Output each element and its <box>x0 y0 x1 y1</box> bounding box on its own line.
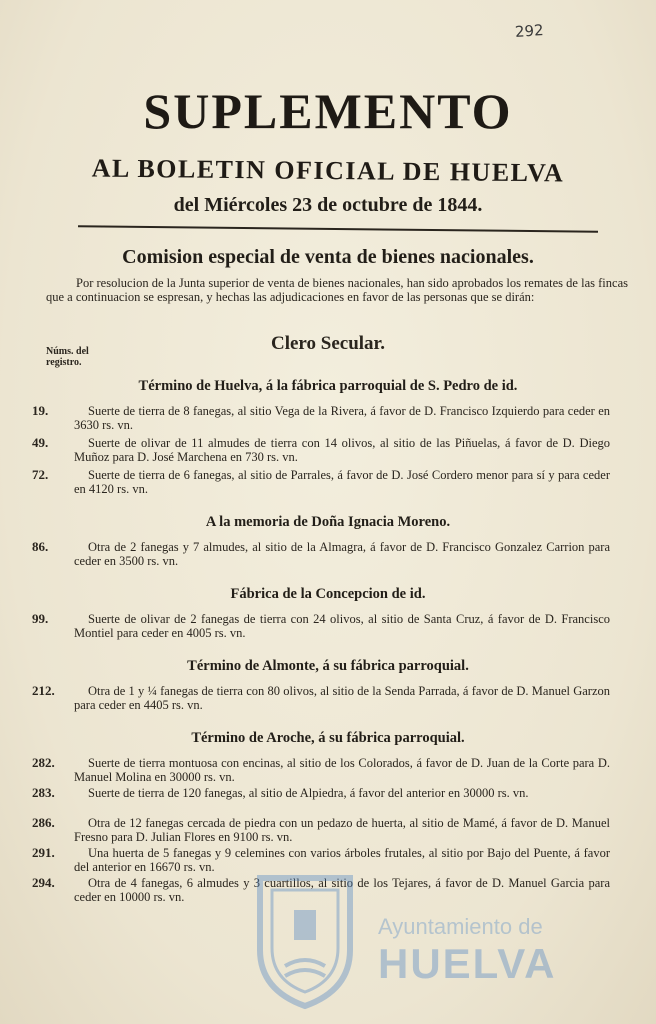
document-subtitle: AL BOLETIN OFICIAL DE HUELVA <box>91 153 565 188</box>
watermark-line1: Ayuntamiento de <box>378 914 543 939</box>
section-heading-almonte: Término de Almonte, á su fábrica parroquial. <box>187 658 469 674</box>
header-divider <box>78 225 598 232</box>
entry-99 <box>32 611 610 640</box>
entry-text: Suerte de tierra de 8 fanegas, al sitio Vega de la Rivera, á favor de D. Francisco Izquierdo para ceder en 3630 rs. vn. <box>74 404 610 432</box>
registry-numbers-label: Núms. del registro. <box>46 346 89 368</box>
entry-19 <box>32 403 610 432</box>
entry-number: 286. <box>32 815 55 830</box>
commission-heading: Comision especial de venta de bienes nacionales. <box>122 246 534 268</box>
entry-text: Una huerta de 5 fanegas y 9 celemines con varios árboles frutales, al sitio por Bajo del Puente, á favor del anterior en 16670 rs. vn. <box>74 846 610 874</box>
document-date: del Miércoles 23 de octubre de 1844. <box>173 194 483 216</box>
ayuntamiento-watermark <box>250 870 610 1010</box>
entry-text: Otra de 12 fanegas cercada de piedra con un pedazo de huerta, al sitio de Mamé, á favor de D. Manuel Fresno para D. Julian Flores en 9100 rs. vn. <box>74 816 610 844</box>
watermark-line2: HUELVA <box>378 940 557 987</box>
entry-text: Suerte de tierra de 120 fanegas, al sitio de Alpiedra, á favor del anterior en 30000 rs. vn. <box>88 786 529 800</box>
entry-number: 212. <box>32 683 55 698</box>
entry-286 <box>32 815 610 844</box>
entry-text: Otra de 4 fanegas, 6 almudes y 3 cuartillos, al sitio de los Tejares, á favor de D. Manuel Garcia para ceder en 10000 rs. vn. <box>74 876 610 904</box>
entry-86 <box>32 539 610 568</box>
entry-text: Suerte de tierra montuosa con encinas, al sitio de los Colorados, á favor de D. Juan de la Corte para D. Manuel Molina en 30000 rs. vn. <box>74 756 610 784</box>
section-heading-ignacia-moreno: A la memoria de Doña Ignacia Moreno. <box>205 514 451 530</box>
entry-text: Otra de 1 y ¼ fanegas de tierra con 80 olivos, al sitio de la Senda Parrada, á favor de D. Manuel Garzon para ceder en 4405 rs. vn. <box>74 684 610 712</box>
entry-number: 86. <box>32 539 49 554</box>
entry-number: 282. <box>32 755 55 770</box>
entry-49 <box>32 435 610 464</box>
section-heading-aroche: Término de Aroche, á su fábrica parroquial. <box>191 730 465 746</box>
entry-number: 283. <box>32 785 55 800</box>
entry-number: 99. <box>32 611 49 626</box>
section-heading-huelva: Término de Huelva, á la fábrica parroquial de S. Pedro de id. <box>138 378 518 394</box>
entry-number: 19. <box>32 403 49 418</box>
entry-text: Otra de 2 fanegas y 7 almudes, al sitio de la Almagra, á favor de D. Francisco Gonzalez Carrion para ceder en 3500 rs. vn. <box>74 540 610 568</box>
handwritten-page-number: 292 <box>514 21 545 41</box>
entry-text: Suerte de olivar de 2 fanegas de tierra con 24 olivos, al sitio de Santa Cruz, á favor de D. Francisco Montiel para ceder en 4005 rs. vn. <box>74 612 610 640</box>
entry-text: Suerte de olivar de 11 almudes de tierra con 14 olivos, al sitio de las Piñuelas, á favor de D. Diego Muñoz para D. José Marchena en 730 rs. vn. <box>74 436 610 464</box>
entry-number: 294. <box>32 875 55 890</box>
entry-283 <box>32 785 610 800</box>
entry-number: 72. <box>32 467 49 482</box>
clero-heading: Clero Secular. <box>271 333 385 354</box>
entry-number: 49. <box>32 435 49 450</box>
entry-282 <box>32 755 610 784</box>
entry-number: 291. <box>32 845 55 860</box>
intro-paragraph: Por resolucion de la Junta superior de venta de bienes nacionales, han sido aprobados los remates de las fincas que a continuacion se espresan, y hechas las adjudicaciones en favor de las personas que se dirán: <box>46 276 628 304</box>
city-shield-icon <box>250 870 360 1010</box>
section-heading-concepcion: Fábrica de la Concepcion de id. <box>230 586 426 602</box>
entry-text: Suerte de tierra de 6 fanegas, al sitio de Parrales, á favor de D. José Cordero menor para sí y para ceder en 4120 rs. vn. <box>74 468 610 496</box>
document-title: SUPLEMENTO <box>143 83 513 139</box>
entry-72 <box>32 467 610 496</box>
entry-212 <box>32 683 610 712</box>
